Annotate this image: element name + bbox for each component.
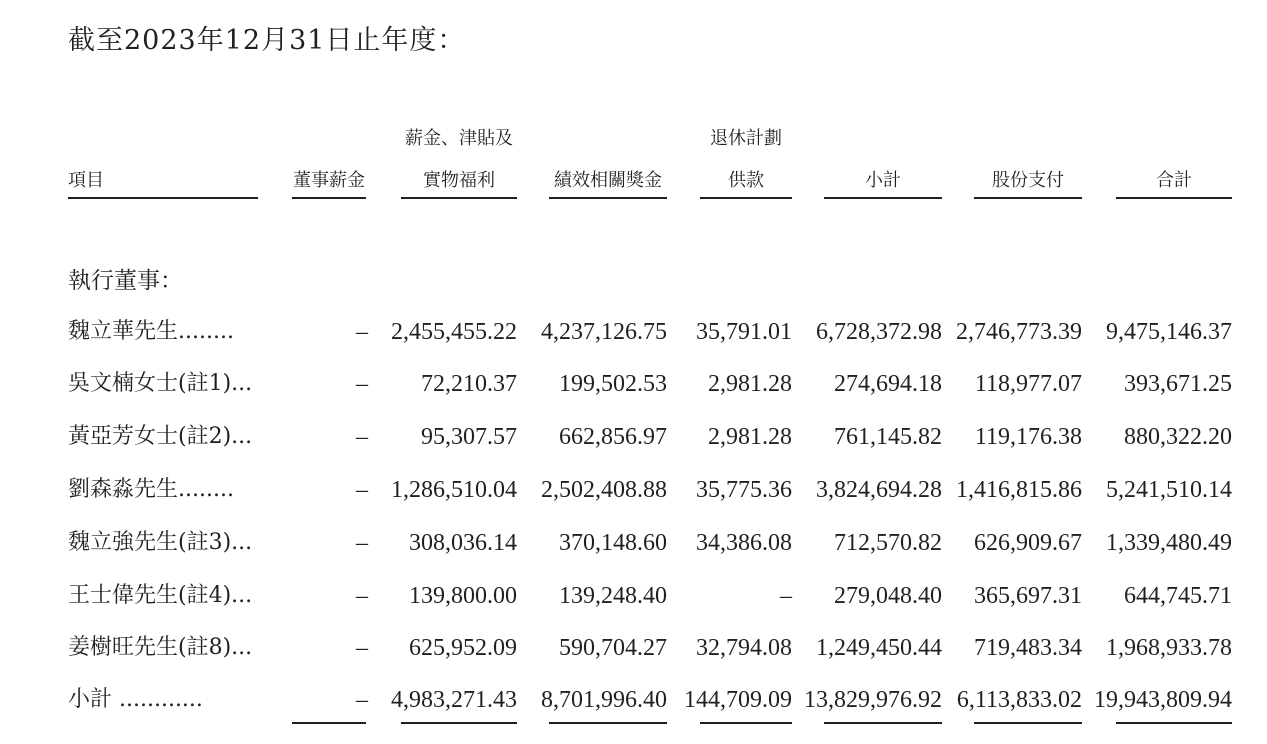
subtotal-cell: 13,829,976.92 <box>804 687 942 713</box>
director-name: 姜樹旺先生(註8)... <box>68 635 253 660</box>
header-share: 股份支付 <box>992 170 1064 191</box>
header-director-fee: 董事薪金 <box>293 170 365 191</box>
header-bonus: 績效相關獎金 <box>554 170 662 191</box>
bonus-cell: 590,704.27 <box>559 635 667 661</box>
table-row <box>0 527 1267 567</box>
share-cell: 2,746,773.39 <box>956 319 1082 345</box>
total-cell: 393,671.25 <box>1124 371 1232 397</box>
bonus-cell: 139,248.40 <box>559 583 667 609</box>
subtotal-rule-pension <box>700 722 792 724</box>
header-rule-fee <box>292 197 366 199</box>
subtotal-rule-subtotal <box>824 722 942 724</box>
subtotal-rule-salary <box>401 722 517 724</box>
director-fee-cell: – <box>356 424 368 450</box>
header-pension-line1: 退休計劃 <box>710 128 782 149</box>
pension-cell: 2,981.28 <box>708 424 792 450</box>
salary-cell: 4,983,271.43 <box>391 687 517 713</box>
subtotal-cell: 3,824,694.28 <box>816 477 942 503</box>
salary-cell: 72,210.37 <box>421 371 517 397</box>
header-subtotal: 小計 <box>865 170 901 191</box>
bonus-cell: 4,237,126.75 <box>541 319 667 345</box>
subtotal-rule-fee <box>292 722 366 724</box>
header-rule-subtotal <box>824 197 942 199</box>
pension-cell: – <box>780 583 792 609</box>
bonus-cell: 370,148.60 <box>559 530 667 556</box>
director-fee-cell: – <box>356 635 368 661</box>
director-name: 黃亞芳女士(註2)... <box>68 424 253 449</box>
director-name: 劉森淼先生........ <box>68 477 234 502</box>
subtotal-cell: 1,249,450.44 <box>816 635 942 661</box>
share-cell: 6,113,833.02 <box>956 687 1082 713</box>
bonus-cell: 8,701,996.40 <box>541 687 667 713</box>
header-rule-item <box>68 197 258 199</box>
subtotal-cell: 6,728,372.98 <box>816 319 942 345</box>
table-row <box>0 316 1267 356</box>
share-cell: 626,909.67 <box>974 530 1082 556</box>
table-row <box>0 368 1267 408</box>
share-cell: 1,416,815.86 <box>956 477 1082 503</box>
subtotal-rule-total <box>1116 722 1232 724</box>
subtotal-rule-bonus <box>549 722 667 724</box>
salary-cell: 625,952.09 <box>409 635 517 661</box>
pension-cell: 35,775.36 <box>696 477 792 503</box>
subtotal-cell: 279,048.40 <box>834 583 942 609</box>
total-cell: 1,339,480.49 <box>1106 530 1232 556</box>
header-rule-salary <box>401 197 517 199</box>
section-label: 執行董事： <box>68 268 183 294</box>
subtotal-rule-share <box>974 722 1082 724</box>
director-name: 魏立華先生........ <box>68 319 234 344</box>
subtotal-cell: 712,570.82 <box>834 530 942 556</box>
director-name: 王士偉先生(註4)... <box>68 583 253 608</box>
director-fee-cell: – <box>356 583 368 609</box>
director-fee-cell: – <box>356 477 368 503</box>
director-name: 吳文楠女士(註1)... <box>68 371 253 396</box>
total-cell: 9,475,146.37 <box>1106 319 1232 345</box>
salary-cell: 308,036.14 <box>409 530 517 556</box>
header-rule-bonus <box>549 197 667 199</box>
director-fee-cell: – <box>356 319 368 345</box>
bonus-cell: 199,502.53 <box>559 371 667 397</box>
subtotal-row <box>0 684 1267 724</box>
share-cell: 365,697.31 <box>974 583 1082 609</box>
subtotal-cell: 274,694.18 <box>834 371 942 397</box>
total-cell: 1,968,933.78 <box>1106 635 1232 661</box>
subtotal-cell: 761,145.82 <box>834 424 942 450</box>
salary-cell: 139,800.00 <box>409 583 517 609</box>
header-rule-pension <box>700 197 792 199</box>
page-title: 截至2023年12月31日止年度： <box>68 25 466 56</box>
pension-cell: 144,709.09 <box>684 687 792 713</box>
director-fee-cell: – <box>356 687 368 713</box>
table-row <box>0 632 1267 672</box>
header-pension-line2: 供款 <box>728 170 764 191</box>
total-cell: 19,943,809.94 <box>1094 687 1232 713</box>
table-row <box>0 580 1267 620</box>
header-rule-total <box>1116 197 1232 199</box>
header-total: 合計 <box>1156 170 1192 191</box>
header-salary-line1: 薪金、津貼及 <box>405 128 513 149</box>
share-cell: 719,483.34 <box>974 635 1082 661</box>
director-fee-cell: – <box>356 530 368 556</box>
pension-cell: 35,791.01 <box>696 319 792 345</box>
salary-cell: 95,307.57 <box>421 424 517 450</box>
bonus-cell: 662,856.97 <box>559 424 667 450</box>
table-row <box>0 474 1267 514</box>
director-fee-cell: – <box>356 371 368 397</box>
pension-cell: 34,386.08 <box>696 530 792 556</box>
share-cell: 119,176.38 <box>974 424 1082 450</box>
share-cell: 118,977.07 <box>974 371 1082 397</box>
salary-cell: 1,286,510.04 <box>391 477 517 503</box>
total-cell: 5,241,510.14 <box>1106 477 1232 503</box>
total-cell: 644,745.71 <box>1124 583 1232 609</box>
bonus-cell: 2,502,408.88 <box>541 477 667 503</box>
header-rule-share <box>974 197 1082 199</box>
salary-cell: 2,455,455.22 <box>391 319 517 345</box>
pension-cell: 32,794.08 <box>696 635 792 661</box>
table-row <box>0 421 1267 461</box>
director-name: 魏立強先生(註3)... <box>68 530 253 555</box>
header-salary-line2: 實物福利 <box>423 170 495 191</box>
pension-cell: 2,981.28 <box>708 371 792 397</box>
total-cell: 880,322.20 <box>1124 424 1232 450</box>
header-item: 項目 <box>68 170 104 191</box>
director-name: 小計 ............ <box>68 687 203 712</box>
